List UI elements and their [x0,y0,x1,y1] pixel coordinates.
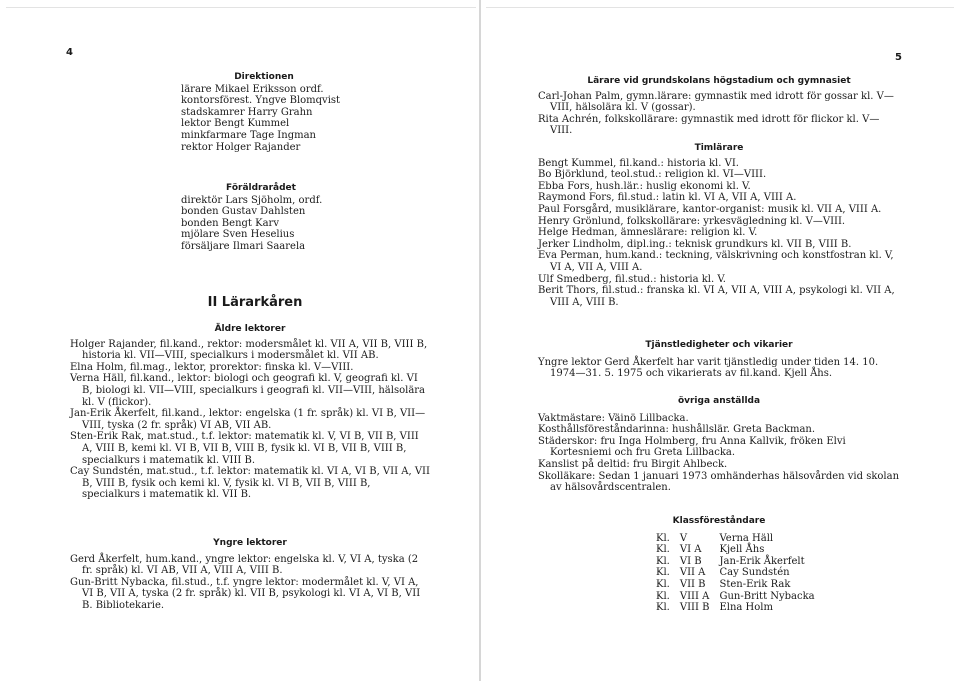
aldre-lektorer-list [70,339,430,501]
yngre-lektorer-heading: Yngre lektorer [213,538,287,548]
grundskola-list [538,91,900,137]
table-row [656,556,825,568]
cell-kl: Kl. [656,602,670,614]
list-item: försäljare Ilmari Saarela [181,240,306,252]
page-number-left: 4 [66,47,73,58]
entry-item: Städerskor: fru Inga Holmberg, fru Anna Kallvik, fröken Elvi Kortesniemi och fru Greta Lillbacka. [538,435,846,459]
list-item: lärare Mikael Eriksson ordf. [181,83,324,95]
aldre-lektorer-section [70,324,430,501]
cell-name: Kjell Åhs [719,544,765,556]
yngre-lektorer-section [70,538,430,612]
cell-name: Elna Holm [719,602,773,614]
ovriga-section [538,396,900,494]
entry-item: Yngre lektor Gerd Åkerfelt har varit tjänstledig under tiden 14. 10. 1974—31. 5. 1975 och vikarierats av fil.kand. Kjell Åhs. [538,356,879,380]
cell-name: Cay Sundstén [719,567,790,579]
entry-item: Sten-Erik Rak, mat.stud., t.f. lektor: matematik kl. V, VI B, VII B, VIII A, VIII B, kemi kl. VI B, VII B, VIII B, fysik kl. VI B, VII B, VIII B, specialkurs i matematik kl. VIII B. [70,431,419,466]
grundskola-section [538,76,900,137]
entry-item: Jerker Lindholm, dipl.ing.: teknisk grundkurs kl. VII B, VIII B. [538,238,852,250]
yngre-lektorer-list [70,554,430,612]
cell-name: Verna Häll [719,532,774,544]
entry-item: Kosthållsföreståndarinna: hushållslär. Greta Backman. [538,424,816,436]
klassforestandare-table [656,533,825,614]
list-item: rektor Holger Rajander [181,141,301,153]
entry-item: Bo Björklund, teol.stud.: religion kl. VI—VIII. [538,169,767,181]
entry-item: Bengt Kummel, fil.kand.: historia kl. VI. [538,157,739,169]
aldre-lektorer-heading: Äldre lektorer [214,324,286,334]
tjanst-section [538,340,900,380]
table-row [656,544,825,556]
entry-item: Berit Thors, fil.stud.: franska kl. VI A, VII A, VIII A, psykologi kl. VII A, VIII A, VIII B. [538,285,895,308]
foraldraradet-heading: Föräldrarådet [226,183,296,193]
section-title: II Lärarkåren [207,295,303,310]
cell-kl: Kl. [656,578,670,590]
cell-kl: Kl. [656,567,670,579]
entry-item: Carl-Johan Palm, gymn.lärare: gymnastik med idrott för gossar kl. V—VIII, hälsolära kl. V (gossar). [538,90,894,114]
cell-name: Sten-Erik Rak [719,578,791,590]
table-row [656,533,825,545]
timlarare-list [538,158,900,309]
list-item: minkfarmare Tage Ingman [181,129,316,141]
cell-cls: VIII A [679,590,710,602]
entry-item: Gerd Åkerfelt, hum.kand., yngre lektor: engelska kl. V, VI A, tyska (2 fr. språk) kl. VI AB, VII A, VIII A, VIII B. [70,553,419,577]
grundskola-heading: Lärare vid grundskolans högstadium och gymnasiet [587,76,851,86]
cell-cls: VIII B [679,602,710,614]
cell-kl: Kl. [656,555,670,567]
klassforestandare-heading: Klassföreståndare [672,516,766,526]
cell-cls: VII A [679,567,706,579]
tjanst-list [538,357,900,380]
entry-item: Gun-Britt Nybacka, fil.stud., t.f. yngre lektor: modermålet kl. V, VI A, VI B, VII A, tyska (2 fr. språk) kl. VII B, psykologi kl. VI A, VI B, VII B. Bibliotekarie. [70,576,421,611]
direktionen-section [181,72,351,153]
entry-item: Holger Rajander, fil.kand., rektor: modersmålet kl. VII A, VII B, VIII B, historia kl. VII—VIII, specialkurs i modersmålet kl. VII AB. [70,338,428,362]
entry-item: Kanslist på deltid: fru Birgit Ahlbeck. [538,458,728,470]
entry-item: Rita Achrén, folkskollärare: gymnastik med idrott för flickor kl. V—VIII. [538,113,880,137]
cell-name: Jan-Erik Åkerfelt [719,555,805,567]
direktionen-heading: Direktionen [234,72,294,82]
timlarare-section [538,143,900,308]
direktionen-list [181,84,351,154]
ovriga-list [538,413,900,494]
ovriga-heading: övriga anställda [677,396,761,406]
tjanst-heading: Tjänstledigheter och vikarier [645,340,793,350]
table-row [656,579,825,591]
list-item: lektor Bengt Kummel [181,118,290,130]
page-number-right: 5 [895,52,902,63]
klassforestandare-section [538,516,900,614]
cell-kl: Kl. [656,544,670,556]
table-row [656,602,825,614]
entry-item: Helge Hedman, ämneslärare: religion kl. V. [538,227,758,239]
foraldraradet-section [181,183,351,253]
table-row [656,591,825,603]
cell-kl: Kl. [656,532,670,544]
list-item: bonden Gustav Dahlsten [181,206,306,218]
list-item: stadskamrer Harry Grahn [181,106,313,118]
entry-item: Skolläkare: Sedan 1 januari 1973 omhänderhas hälsovården vid skolan av hälsovårdscentralen. [538,470,900,494]
list-item: bonden Bengt Karv [181,217,279,229]
page-right [483,0,960,681]
entry-item: Elna Holm, fil.mag., lektor, prorektor: finska kl. V—VIII. [70,361,354,373]
list-item: kontorsförest. Yngve Blomqvist [181,95,341,107]
cell-cls: V [679,532,688,544]
entry-item: Henry Grönlund, folkskollärare: yrkesvägledning kl. V—VIII. [538,215,846,227]
entry-item: Ebba Fors, hush.lär.: huslig ekonomi kl. V. [538,180,751,192]
book-gutter [479,0,481,681]
cell-cls: VII B [679,578,706,590]
entry-item: Paul Forsgård, musiklärare, kantor-organist: musik kl. VII A, VIII A. [538,203,882,215]
cell-cls: VI A [679,544,702,556]
list-item: direktör Lars Sjöholm, ordf. [181,194,323,206]
entry-item: Cay Sundstén, mat.stud., t.f. lektor: matematik kl. VI A, VI B, VII A, VII B, VIII B, fysik och kemi kl. V, fysik kl. VI B, VII B, VIII B, specialkurs i matematik kl. VII B. [70,466,430,501]
entry-item: Verna Häll, fil.kand., lektor: biologi och geografi kl. V, geografi kl. VI B, biologi kl. VII—VIII, specialkurs i geografi kl. VII—VIII, hälsolära kl. V (flickor). [70,373,426,408]
entry-item: Raymond Fors, fil.stud.: latin kl. VI A, VII A, VIII A. [538,192,797,204]
table-row [656,567,825,579]
foraldraradet-list [181,195,351,253]
entry-item: Eva Perman, hum.kand.: teckning, välskrivning och konstfostran kl. V, VI A, VII A, VIII A. [538,250,894,273]
entry-item: Ulf Smedberg, fil.stud.: historia kl. V. [538,273,726,285]
page-left [0,0,478,681]
entry-item: Jan-Erik Åkerfelt, fil.kand., lektor: engelska (1 fr. språk) kl. VI B, VII—VIII, tyska (2 fr. språk) VI AB, VII AB. [70,408,426,431]
timlarare-heading: Timlärare [694,143,744,153]
cell-name: Gun-Britt Nybacka [719,590,815,602]
cell-kl: Kl. [656,590,670,602]
list-item: mjölare Sven Heselius [181,229,295,241]
entry-item: Vaktmästare: Väinö Lillbacka. [538,412,689,424]
cell-cls: VI B [679,555,702,567]
